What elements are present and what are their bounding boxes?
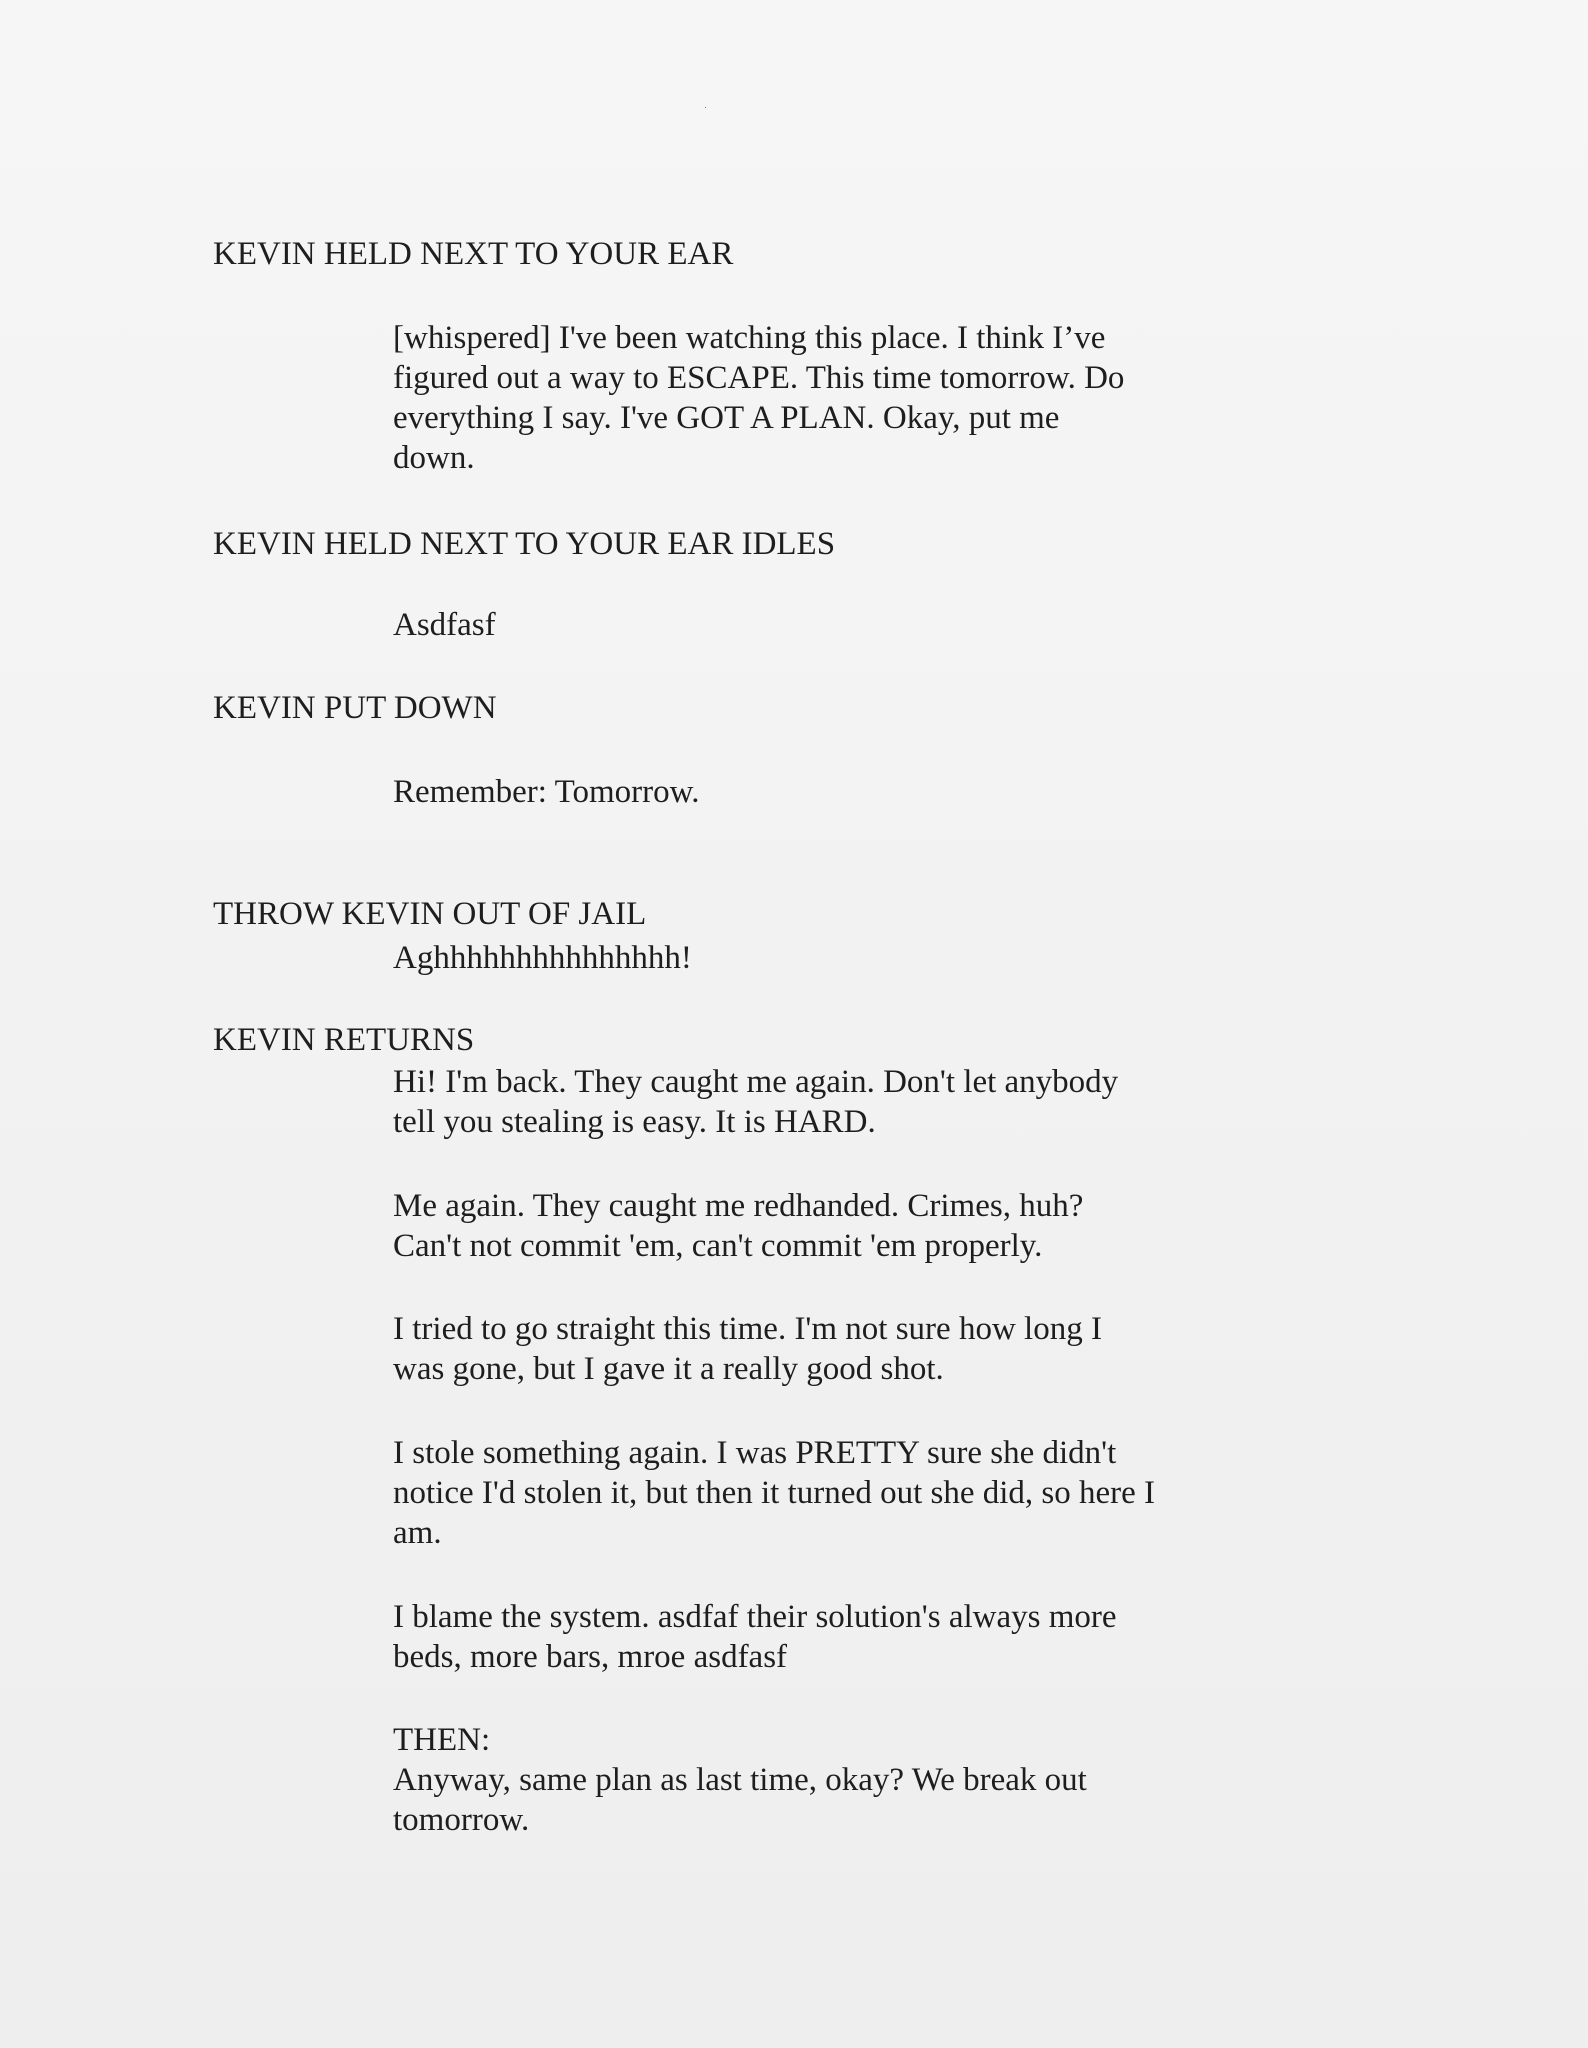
heading-throw-kevin-out-of-jail: THROW KEVIN OUT OF JAIL bbox=[213, 896, 647, 932]
dialogue-line: Aghhhhhhhhhhhhhhh! bbox=[393, 940, 692, 976]
scan-speck bbox=[705, 107, 706, 108]
dialogue-paragraph bbox=[393, 1597, 1253, 1677]
heading-kevin-held-idles: KEVIN HELD NEXT TO YOUR EAR IDLES bbox=[213, 526, 836, 562]
dialogue-line: THEN: bbox=[393, 1722, 491, 1758]
dialogue-line: am. bbox=[393, 1515, 442, 1551]
dialogue-line: I tried to go straight this time. I'm not sure how long I bbox=[393, 1311, 1102, 1347]
dialogue-paragraph bbox=[393, 605, 1253, 645]
dialogue-line: down. bbox=[393, 440, 475, 476]
dialogue-line: everything I say. I've GOT A PLAN. Okay, put me bbox=[393, 400, 1060, 436]
heading-kevin-returns: KEVIN RETURNS bbox=[213, 1022, 475, 1058]
dialogue-line: was gone, but I gave it a really good shot. bbox=[393, 1351, 944, 1387]
dialogue-line: tomorrow. bbox=[393, 1802, 530, 1838]
dialogue-line: Asdfasf bbox=[393, 607, 496, 643]
dialogue-paragraph bbox=[393, 1186, 1253, 1266]
dialogue-line: notice I'd stolen it, but then it turned out she did, so here I bbox=[393, 1475, 1156, 1511]
heading-kevin-held-next-to-your-ear: KEVIN HELD NEXT TO YOUR EAR bbox=[213, 236, 734, 272]
dialogue-line: beds, more bars, mroe asdfasf bbox=[393, 1639, 788, 1675]
dialogue-paragraph bbox=[393, 1720, 1253, 1840]
dialogue-line: I stole something again. I was PRETTY sure she didn't bbox=[393, 1435, 1117, 1471]
heading-kevin-put-down: KEVIN PUT DOWN bbox=[213, 690, 497, 726]
dialogue-line: Hi! I'm back. They caught me again. Don't let anybody bbox=[393, 1064, 1119, 1100]
dialogue-paragraph bbox=[393, 1309, 1253, 1389]
dialogue-paragraph bbox=[393, 1433, 1253, 1553]
dialogue-paragraph bbox=[393, 318, 1253, 478]
dialogue-line: Anyway, same plan as last time, okay? We break out bbox=[393, 1762, 1087, 1798]
dialogue-line: [whispered] I've been watching this place. I think I’ve bbox=[393, 320, 1106, 356]
dialogue-line: Me again. They caught me redhanded. Crimes, huh? bbox=[393, 1188, 1084, 1224]
dialogue-line: tell you stealing is easy. It is HARD. bbox=[393, 1104, 876, 1140]
dialogue-line: I blame the system. asdfaf their solution's always more bbox=[393, 1599, 1117, 1635]
dialogue-line: figured out a way to ESCAPE. This time tomorrow. Do bbox=[393, 360, 1125, 396]
dialogue-paragraph bbox=[393, 938, 1253, 978]
dialogue-line: Can't not commit 'em, can't commit 'em properly. bbox=[393, 1228, 1043, 1264]
dialogue-line: Remember: Tomorrow. bbox=[393, 774, 700, 810]
dialogue-paragraph bbox=[393, 772, 1253, 812]
dialogue-paragraph bbox=[393, 1062, 1253, 1142]
